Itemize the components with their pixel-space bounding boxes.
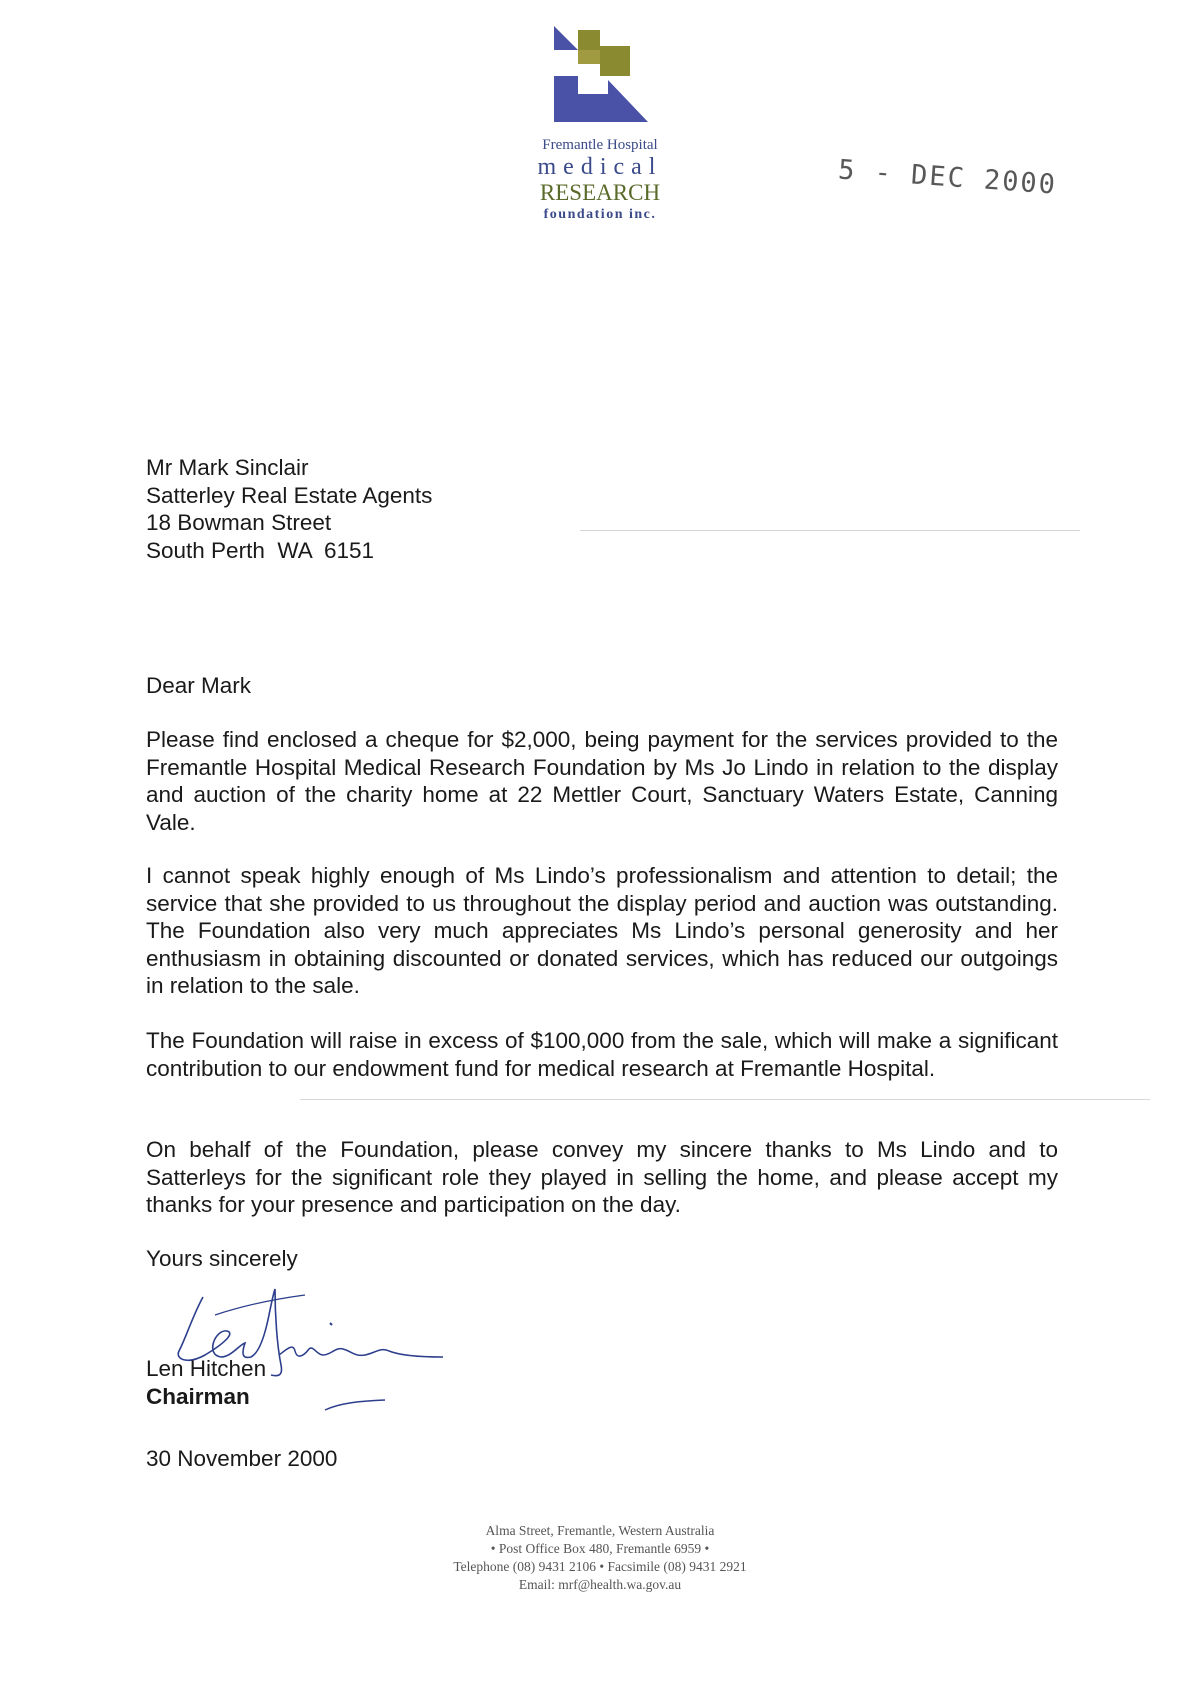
letterhead-footer bbox=[380, 1522, 820, 1594]
closing: Yours sincerely bbox=[146, 1246, 298, 1271]
recipient-street: 18 Bowman Street bbox=[146, 510, 332, 535]
footer-po-box: • Post Office Box 480, Fremantle 6959 • bbox=[490, 1541, 710, 1556]
org-line-hospital: Fremantle Hospital bbox=[542, 137, 658, 153]
recipient-city: South Perth WA 6151 bbox=[146, 537, 375, 563]
paragraph-4: On behalf of the Foundation, please convey my sincere thanks to Ms Lindo and to Satterleys for the significant role they played in selling the home, and please accept my thanks for your presence and participation on the day. bbox=[146, 1137, 1058, 1217]
footer-address: Alma Street, Fremantle, Western Australia bbox=[485, 1523, 715, 1538]
footer-phone-fax: Telephone (08) 9431 2106 • Facsimile (08) 9431 2921 bbox=[453, 1559, 747, 1574]
foundation-logo-icon bbox=[552, 24, 652, 128]
org-line-foundation: foundation inc. bbox=[543, 207, 657, 222]
recipient-company: Satterley Real Estate Agents bbox=[146, 482, 433, 508]
salutation: Dear Mark bbox=[146, 673, 252, 698]
org-line-research: RESEARCH bbox=[539, 180, 661, 205]
footer-email: Email: mrf@health.wa.gov.au bbox=[518, 1577, 682, 1592]
paragraph-3: The Foundation will raise in excess of $100,000 from the sale, which will make a significant contribution to our endowment fund for medical research at Fremantle Hospital. bbox=[146, 1028, 1058, 1081]
fold-line bbox=[300, 1099, 1150, 1100]
paragraph-2: I cannot speak highly enough of Ms Lindo’s professionalism and attention to detail; the service that she provided to us throughout the display period and auction was outstanding. The Foundation also very much appreciates Ms Lindo’s personal generosity and her enthusiasm in obtaining discounted or donated services, which has reduced our outgoings in relation to the sale. bbox=[146, 863, 1058, 998]
recipient-address bbox=[146, 454, 1058, 564]
org-line-medical: medical bbox=[537, 154, 663, 180]
paragraph-1: Please find enclosed a cheque for $2,000, being payment for the services provided to the Fremantle Hospital Medical Research Foundation by Ms Jo Lindo in relation to the display and auction of the charity home at 22 Mettler Court, Sanctuary Waters Estate, Canning Vale. bbox=[146, 727, 1058, 835]
fold-line bbox=[580, 530, 1080, 531]
letter-date: 30 November 2000 bbox=[146, 1446, 338, 1471]
signer-block bbox=[146, 1355, 1058, 1410]
signer-name: Len Hitchen bbox=[146, 1356, 267, 1381]
recipient-name: Mr Mark Sinclair bbox=[146, 455, 309, 480]
signer-title: Chairman bbox=[146, 1383, 250, 1409]
organisation-name bbox=[520, 136, 680, 224]
received-date-stamp: 5 - DEC 2000 bbox=[837, 154, 1058, 201]
